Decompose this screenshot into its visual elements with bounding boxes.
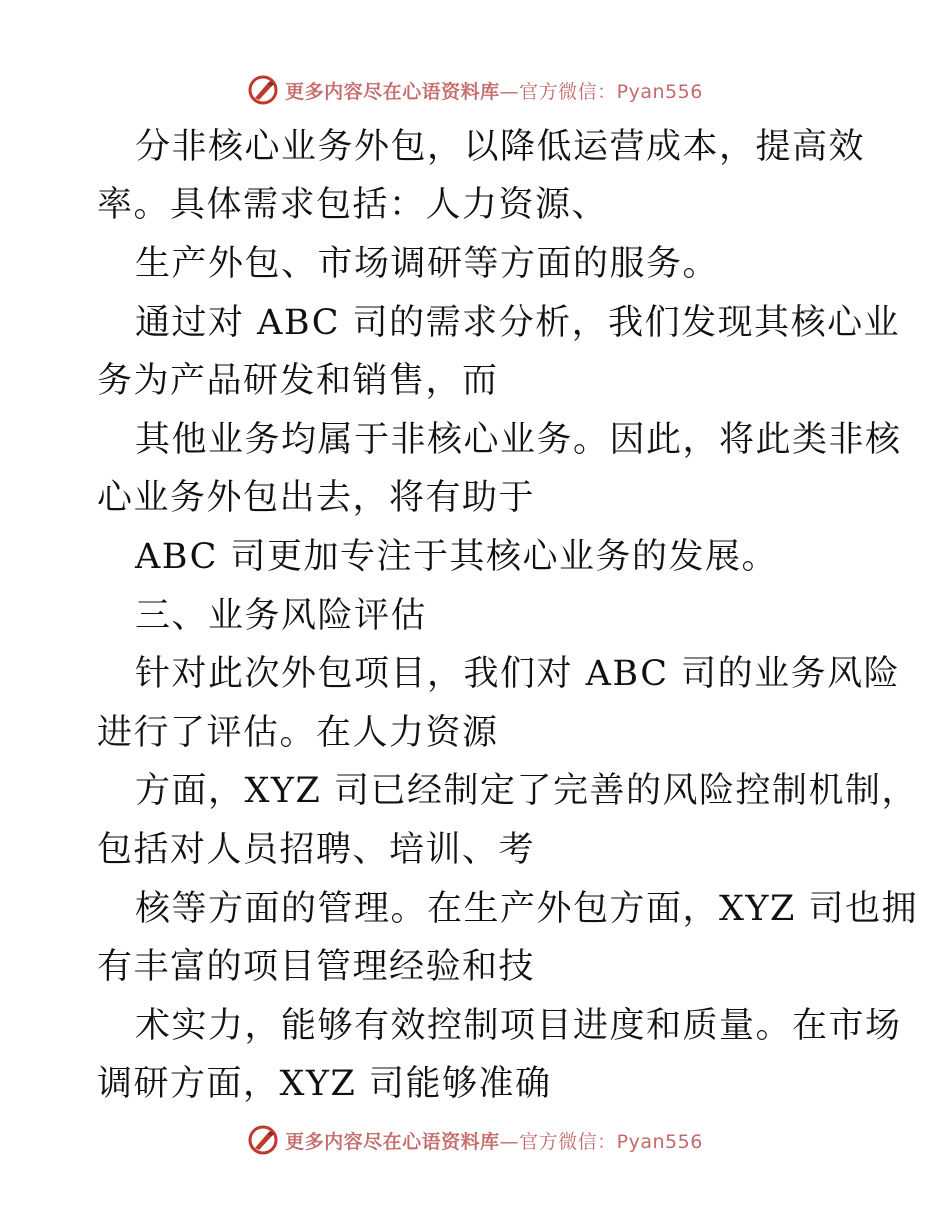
body-line: 调研方面，XYZ 司能够准确: [97, 1064, 552, 1104]
watermark-site-text: 更多内容尽在心语资料库: [285, 1130, 500, 1153]
pen-circle-logo-icon: [247, 1124, 279, 1156]
body-line: 进行了评估。在人力资源: [97, 713, 499, 753]
watermark-contact-text: 官方微信：Pyan556: [519, 1130, 703, 1153]
header-watermark: [0, 70, 950, 110]
body-line: 分非核心业务外包，以降低运营成本，提高效: [135, 127, 866, 167]
body-line: 生产外包、市场调研等方面的服务。: [135, 244, 720, 284]
body-line: 核等方面的管理。在生产外包方面，XYZ 司也拥: [135, 889, 918, 929]
watermark-separator: —: [499, 1130, 520, 1153]
footer-watermark: [0, 1120, 950, 1160]
body-line: 率。具体需求包括：人力资源、: [97, 185, 609, 225]
body-line: 心业务外包出去，将有助于: [97, 478, 536, 518]
body-line: 术实力，能够有效控制项目进度和质量。在市场: [135, 1006, 902, 1046]
section-heading: 三、业务风险评估: [135, 596, 428, 636]
body-line: 有丰富的项目管理经验和技: [97, 947, 536, 987]
pen-circle-logo-icon: [247, 74, 279, 106]
body-line: 通过对 ABC 司的需求分析，我们发现其核心业: [135, 303, 901, 343]
watermark-contact-text: 官方微信：Pyan556: [519, 80, 703, 103]
body-line: ABC 司更加专注于其核心业务的发展。: [135, 537, 779, 577]
watermark-site-text: 更多内容尽在心语资料库: [285, 80, 500, 103]
watermark-separator: —: [499, 80, 520, 103]
body-line: 方面，XYZ 司已经制定了完善的风险控制机制，: [135, 771, 918, 811]
body-line: 务为产品研发和销售，而: [97, 361, 499, 401]
body-line: 包括对人员招聘、培训、考: [97, 830, 536, 870]
body-line: 其他业务均属于非核心业务。因此，将此类非核: [135, 420, 902, 460]
body-line: 针对此次外包项目，我们对 ABC 司的业务风险: [135, 654, 901, 694]
